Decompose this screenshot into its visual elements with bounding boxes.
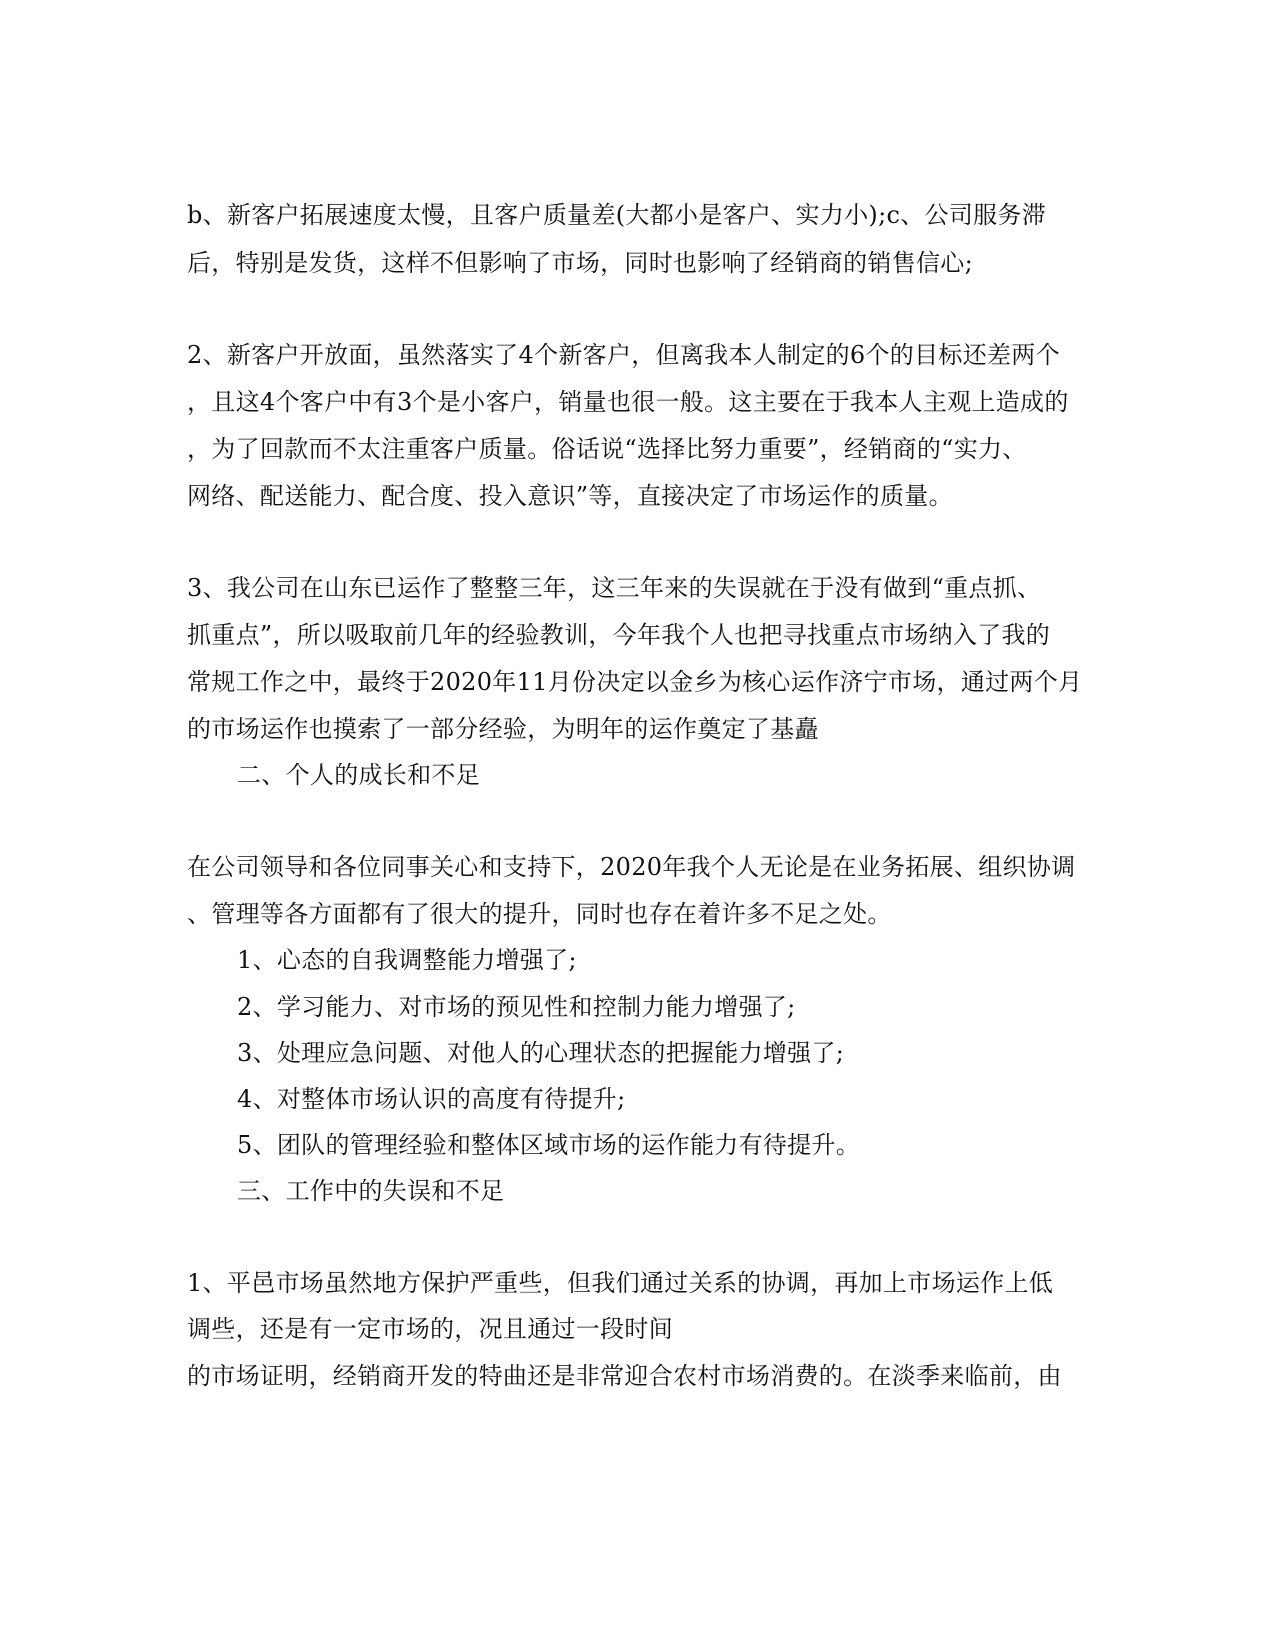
text-line: 3、我公司在山东已运作了整整三年，这三年来的失误就在于没有做到“重点抓、 bbox=[187, 574, 1042, 602]
text-line: 的市场证明，经销商开发的特曲还是非常迎合农村市场消费的。在淡季来临前，由 bbox=[187, 1362, 1062, 1390]
text-line: 网络、配送能力、配合度、投入意识”等，直接决定了市场运作的质量。 bbox=[187, 482, 953, 510]
text-line: 的市场运作也摸索了一部分经验，为明年的运作奠定了基矗 bbox=[187, 715, 819, 743]
text-line: 后，特别是发货，这样不但影响了市场，同时也影响了经销商的销售信心; bbox=[187, 249, 973, 277]
list-item: 3、处理应急问题、对他人的心理状态的把握能力增强了; bbox=[237, 1039, 845, 1067]
text-line: 1、平邑市场虽然地方保护严重些，但我们通过关系的协调，再加上市场运作上低 bbox=[187, 1269, 1054, 1297]
text-line: 在公司领导和各位同事关心和支持下，2020年我个人无论是在业务拓展、组织协调 bbox=[187, 853, 1076, 881]
list-item: 1、心态的自我调整能力增强了; bbox=[237, 946, 577, 974]
list-item: 5、团队的管理经验和整体区域市场的运作能力有待提升。 bbox=[237, 1131, 861, 1159]
text-line: 抓重点”，所以吸取前几年的经验教训，今年我个人也把寻找重点市场纳入了我的 bbox=[187, 621, 1051, 649]
text-line: 、管理等各方面都有了很大的提升，同时也存在着许多不足之处。 bbox=[187, 900, 892, 928]
text-line: 2、新客户开放面，虽然落实了4个新客户，但离我本人制定的6个的目标还差两个 bbox=[187, 341, 1060, 369]
section-heading: 三、工作中的失误和不足 bbox=[237, 1177, 505, 1205]
text-line: 常规工作之中，最终于2020年11月份决定以金乡为核心运作济宁市场，通过两个月 bbox=[187, 668, 1083, 696]
section-heading: 二、个人的成长和不足 bbox=[237, 761, 480, 789]
text-line: ，且这4个客户中有3个是小客户，销量也很一般。这主要在于我本人主观上造成的 bbox=[187, 388, 1069, 416]
text-line: b、新客户拓展速度太慢，且客户质量差(大都小是客户、实力小);c、公司服务滞 bbox=[187, 201, 1047, 229]
text-line: ，为了回款而不太注重客户质量。俗话说“选择比努力重要”，经销商的“实力、 bbox=[187, 435, 1027, 463]
list-item: 2、学习能力、对市场的预见性和控制力能力增强了; bbox=[237, 993, 796, 1021]
list-item: 4、对整体市场认识的高度有待提升; bbox=[237, 1085, 626, 1113]
text-line: 调些，还是有一定市场的，况且通过一段时间 bbox=[187, 1315, 673, 1343]
